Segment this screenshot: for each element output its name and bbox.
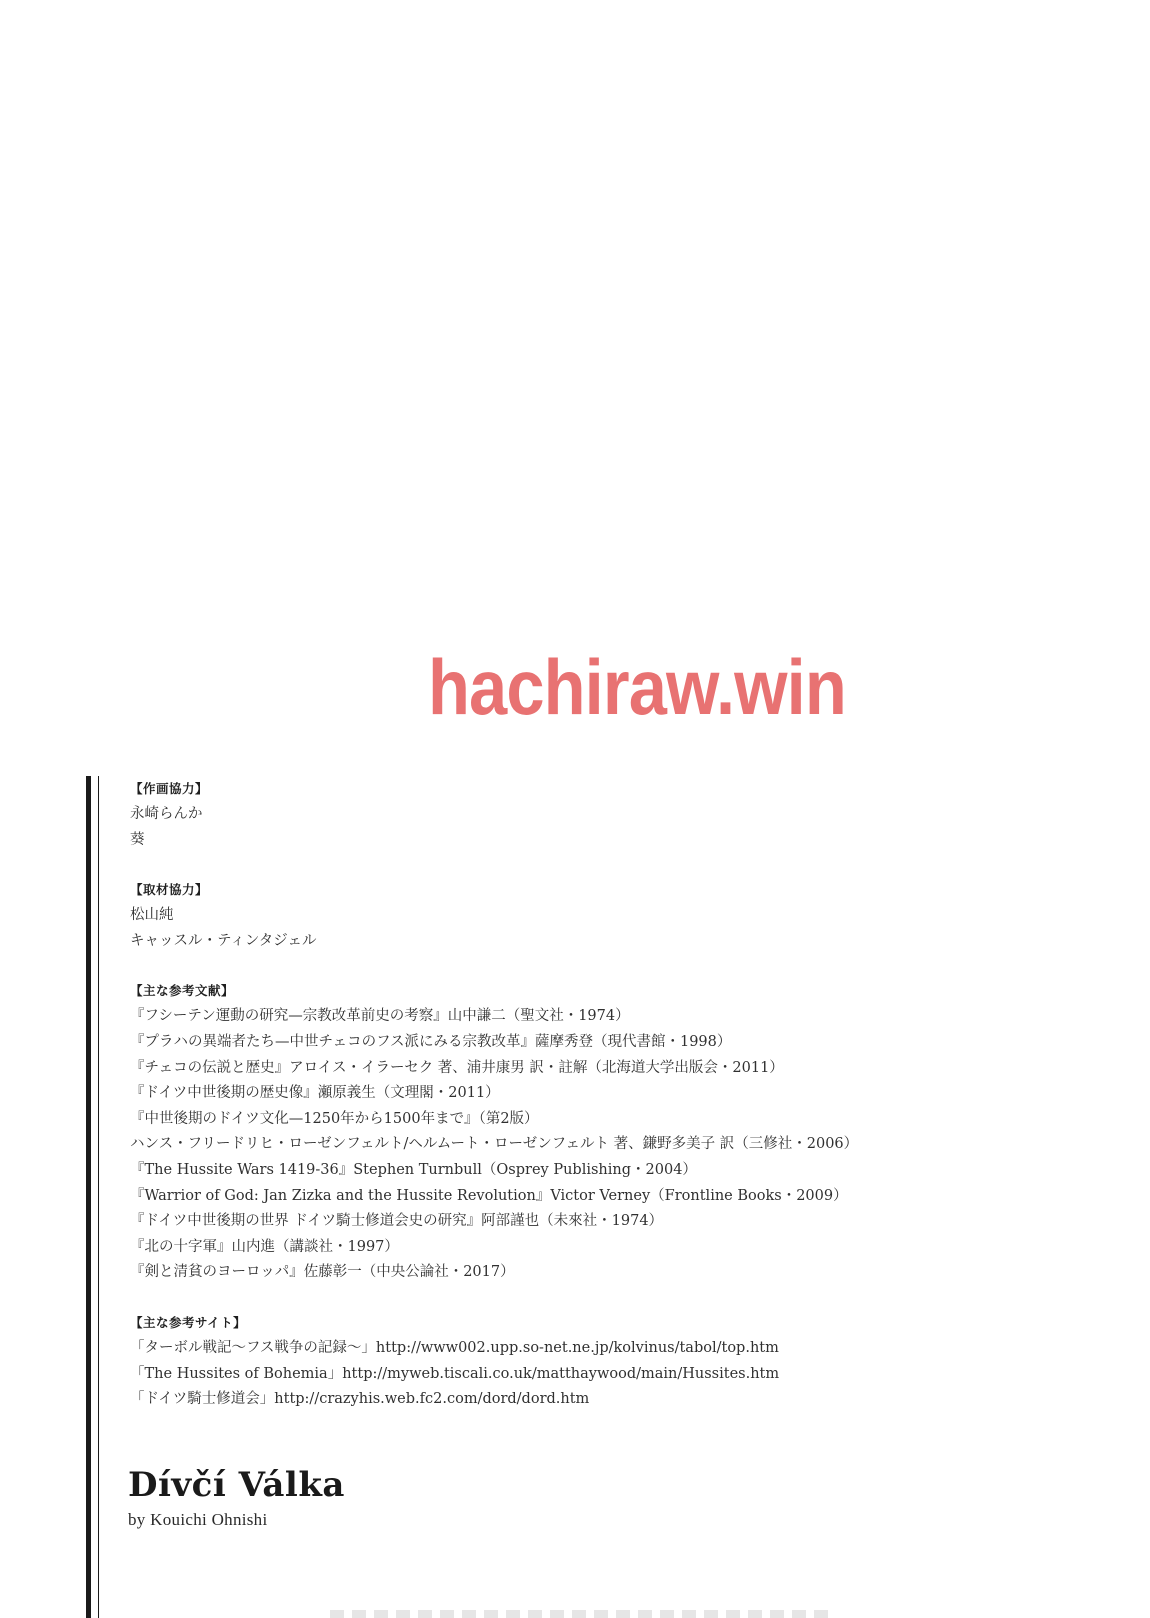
reference-line: 『中世後期のドイツ文化—1250年から1500年まで』（第2版） bbox=[130, 1110, 539, 1127]
section-art-assistance bbox=[130, 776, 1120, 853]
watermark-text: hachiraw.win bbox=[428, 643, 846, 731]
credits-block bbox=[130, 776, 1120, 1437]
section-heading: 【主な参考文献】 bbox=[130, 983, 235, 999]
margin-rule-thin bbox=[98, 776, 99, 1618]
cropped-bottom-text bbox=[330, 1610, 830, 1618]
section-reference-sites bbox=[130, 1310, 1120, 1413]
reference-site-line: 「The Hussites of Bohemia」http://myweb.tiscali.co.uk/matthaywood/main/Hussites.htm bbox=[130, 1365, 780, 1382]
credit-line: 松山純 bbox=[130, 907, 174, 924]
reference-line: 『チェコの伝説と歴史』アロイス・イラーセク 著、浦井康男 訳・註解（北海道大学出版会・2011） bbox=[130, 1059, 784, 1076]
reference-line: 『北の十字軍』山内進（講談社・1997） bbox=[130, 1238, 399, 1255]
section-references bbox=[130, 978, 1120, 1286]
section-heading: 【主な参考サイト】 bbox=[130, 1314, 247, 1330]
reference-line: 『ドイツ中世後期の世界 ドイツ騎士修道会史の研究』阿部謹也（未來社・1974） bbox=[130, 1213, 664, 1230]
reference-line: 『The Hussite Wars 1419-36』Stephen Turnbull（Osprey Publishing・2004） bbox=[130, 1161, 697, 1178]
author-byline: by Kouichi Ohnishi bbox=[128, 1510, 268, 1529]
reference-line: 『フシーテン運動の研究—宗教改革前史の考察』山中謙二（聖文社・1974） bbox=[130, 1008, 630, 1025]
reference-line: 『Warrior of God: Jan Zizka and the Hussite Revolution』Victor Verney（Frontline Books・2009） bbox=[130, 1187, 848, 1204]
reference-line: 『ドイツ中世後期の歴史像』瀬原義生（文理閣・2011） bbox=[130, 1085, 500, 1102]
section-research-assistance bbox=[130, 877, 1120, 954]
margin-rule-thick bbox=[86, 776, 91, 1618]
reference-site-line: 「ドイツ騎士修道会」http://crazyhis.web.fc2.com/dord/dord.htm bbox=[130, 1391, 590, 1408]
title-logo bbox=[128, 1465, 345, 1530]
credit-line: 永崎らんか bbox=[130, 806, 203, 822]
reference-line: 『剣と清貧のヨーロッパ』佐藤彰一（中央公論社・2017） bbox=[130, 1264, 515, 1281]
credit-line: キャッスル・ティンタジェル bbox=[130, 932, 317, 949]
reference-site-line: 「ターボル戦記〜フス戦争の記録〜」http://www002.upp.so-net.ne.jp/kolvinus/tabol/top.htm bbox=[130, 1339, 779, 1356]
reference-line: ハンス・フリードリヒ・ローゼンフェルト/ヘルムート・ローゼンフェルト 著、鎌野多美子 訳（三修社・2006） bbox=[130, 1136, 859, 1153]
reference-line: 『プラハの異端者たち—中世チェコのフス派にみる宗教改革』薩摩秀登（現代書館・1998） bbox=[130, 1033, 732, 1050]
section-heading: 【取材協力】 bbox=[130, 882, 209, 898]
section-heading: 【作画協力】 bbox=[130, 781, 209, 796]
logo-title: Dívčí Válka bbox=[128, 1465, 345, 1505]
credit-line: 葵 bbox=[130, 831, 145, 848]
